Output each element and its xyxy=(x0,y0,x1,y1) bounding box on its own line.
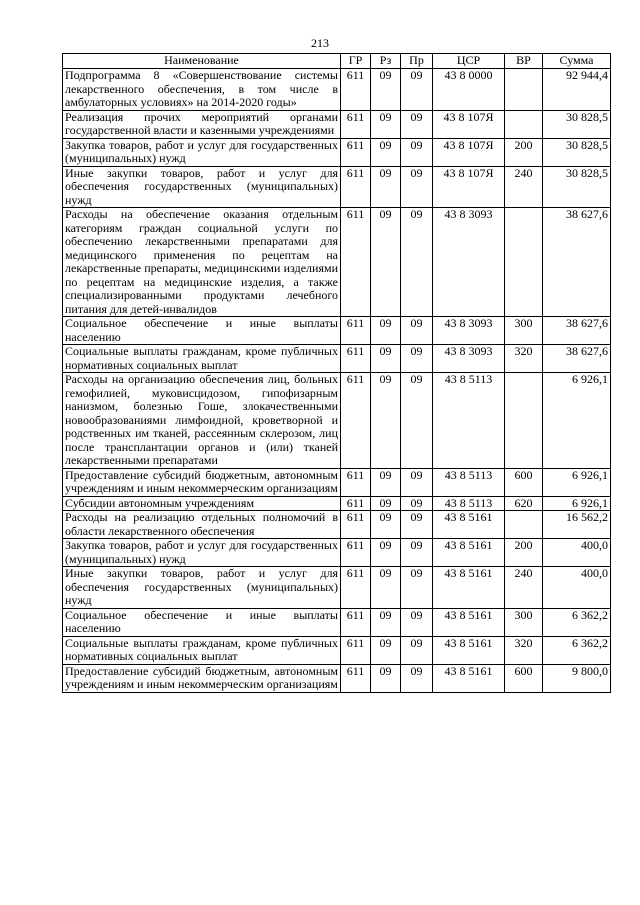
cell-csr: 43 8 107Я xyxy=(433,166,505,208)
cell-pr: 09 xyxy=(401,208,433,317)
cell-csr: 43 8 107Я xyxy=(433,138,505,166)
table-row xyxy=(63,511,611,539)
cell-rz: 09 xyxy=(371,608,401,636)
cell-name: Подпрограмма 8 «Совершенствование системы лекарственного обеспечения, в том числе в амбулаторных условиях» на 2014-2020 годы» xyxy=(63,69,341,111)
table-row xyxy=(63,373,611,469)
cell-vr xyxy=(505,69,543,111)
cell-name: Расходы на обеспечение оказания отдельным категориям граждан социальной услуги по обеспечению лекарственными препаратами для медицинского применения по рецептам на лекарственные препараты, медицинскими изделиями по рецептам на медицинские изделия, а также специализированными продуктами лечебного питания для детей-инвалидов xyxy=(63,208,341,317)
table-row xyxy=(63,496,611,511)
cell-vr: 300 xyxy=(505,608,543,636)
cell-name: Субсидии автономным учреждениям xyxy=(63,496,341,511)
cell-rz: 09 xyxy=(371,468,401,496)
header-gr: ГР xyxy=(341,54,371,69)
cell-sum: 30 828,5 xyxy=(543,166,611,208)
cell-pr: 09 xyxy=(401,608,433,636)
cell-sum: 6 926,1 xyxy=(543,496,611,511)
cell-gr: 611 xyxy=(341,138,371,166)
cell-vr: 200 xyxy=(505,539,543,567)
cell-rz: 09 xyxy=(371,539,401,567)
table-row xyxy=(63,317,611,345)
cell-vr: 240 xyxy=(505,166,543,208)
cell-pr: 09 xyxy=(401,511,433,539)
cell-name: Предоставление субсидий бюджетным, автономным учреждениям и иным некоммерческим организациям xyxy=(63,664,341,692)
cell-pr: 09 xyxy=(401,664,433,692)
table-row xyxy=(63,166,611,208)
cell-rz: 09 xyxy=(371,373,401,469)
table-row xyxy=(63,208,611,317)
cell-csr: 43 8 0000 xyxy=(433,69,505,111)
cell-vr: 320 xyxy=(505,636,543,664)
cell-rz: 09 xyxy=(371,138,401,166)
cell-name: Расходы на организацию обеспечения лиц, больных гемофилией, муковисцидозом, гипофизарным нанизмом, болезнью Гоше, злокачественными новообразованиями лимфоидной, кроветворной и родственных им тканей, рассеянным склерозом, лиц после трансплантации органов и (или) тканей лекарственными препаратами xyxy=(63,373,341,469)
cell-vr: 240 xyxy=(505,567,543,609)
cell-gr: 611 xyxy=(341,539,371,567)
cell-pr: 09 xyxy=(401,138,433,166)
cell-name: Социальное обеспечение и иные выплаты населению xyxy=(63,317,341,345)
cell-pr: 09 xyxy=(401,468,433,496)
cell-vr: 600 xyxy=(505,664,543,692)
cell-sum: 30 828,5 xyxy=(543,138,611,166)
cell-csr: 43 8 5161 xyxy=(433,567,505,609)
cell-sum: 30 828,5 xyxy=(543,110,611,138)
cell-rz: 09 xyxy=(371,496,401,511)
cell-sum: 400,0 xyxy=(543,567,611,609)
cell-csr: 43 8 5161 xyxy=(433,664,505,692)
cell-csr: 43 8 5161 xyxy=(433,636,505,664)
cell-gr: 611 xyxy=(341,496,371,511)
cell-gr: 611 xyxy=(341,208,371,317)
header-pr: Пр xyxy=(401,54,433,69)
cell-pr: 09 xyxy=(401,166,433,208)
cell-sum: 400,0 xyxy=(543,539,611,567)
cell-name: Иные закупки товаров, работ и услуг для обеспечения государственных (муниципальных) нужд xyxy=(63,567,341,609)
cell-name: Закупка товаров, работ и услуг для государственных (муниципальных) нужд xyxy=(63,138,341,166)
budget-table xyxy=(62,53,611,693)
cell-vr xyxy=(505,110,543,138)
cell-gr: 611 xyxy=(341,373,371,469)
cell-csr: 43 8 5113 xyxy=(433,373,505,469)
cell-sum: 6 362,2 xyxy=(543,636,611,664)
cell-sum: 38 627,6 xyxy=(543,208,611,317)
cell-csr: 43 8 5113 xyxy=(433,468,505,496)
page-number: 213 xyxy=(311,36,329,50)
cell-vr xyxy=(505,511,543,539)
cell-gr: 611 xyxy=(341,511,371,539)
cell-vr: 320 xyxy=(505,345,543,373)
header-vr: ВР xyxy=(505,54,543,69)
table-row xyxy=(63,138,611,166)
cell-rz: 09 xyxy=(371,567,401,609)
cell-csr: 43 8 107Я xyxy=(433,110,505,138)
cell-name: Расходы на реализацию отдельных полномочий в области лекарственного обеспечения xyxy=(63,511,341,539)
cell-rz: 09 xyxy=(371,664,401,692)
cell-gr: 611 xyxy=(341,664,371,692)
cell-name: Социальное обеспечение и иные выплаты населению xyxy=(63,608,341,636)
cell-pr: 09 xyxy=(401,373,433,469)
cell-gr: 611 xyxy=(341,636,371,664)
cell-vr: 620 xyxy=(505,496,543,511)
table-row xyxy=(63,567,611,609)
cell-csr: 43 8 5161 xyxy=(433,539,505,567)
header-name: Наименование xyxy=(63,54,341,69)
table-row xyxy=(63,608,611,636)
cell-sum: 6 926,1 xyxy=(543,373,611,469)
cell-rz: 09 xyxy=(371,166,401,208)
cell-vr xyxy=(505,208,543,317)
cell-pr: 09 xyxy=(401,567,433,609)
cell-csr: 43 8 5113 xyxy=(433,496,505,511)
cell-sum: 92 944,4 xyxy=(543,69,611,111)
cell-rz: 09 xyxy=(371,208,401,317)
table-row xyxy=(63,69,611,111)
table-row xyxy=(63,345,611,373)
header-sum: Сумма xyxy=(543,54,611,69)
cell-csr: 43 8 5161 xyxy=(433,608,505,636)
header-rz: Рз xyxy=(371,54,401,69)
table-row xyxy=(63,539,611,567)
cell-vr: 600 xyxy=(505,468,543,496)
cell-pr: 09 xyxy=(401,317,433,345)
cell-csr: 43 8 3093 xyxy=(433,208,505,317)
cell-name: Социальные выплаты гражданам, кроме публичных нормативных социальных выплат xyxy=(63,636,341,664)
cell-pr: 09 xyxy=(401,110,433,138)
cell-vr: 200 xyxy=(505,138,543,166)
cell-rz: 09 xyxy=(371,69,401,111)
cell-name: Предоставление субсидий бюджетным, автономным учреждениям и иным некоммерческим организациям xyxy=(63,468,341,496)
table-body xyxy=(63,69,611,693)
cell-pr: 09 xyxy=(401,69,433,111)
cell-gr: 611 xyxy=(341,608,371,636)
cell-pr: 09 xyxy=(401,496,433,511)
table-row xyxy=(63,664,611,692)
cell-rz: 09 xyxy=(371,511,401,539)
cell-gr: 611 xyxy=(341,345,371,373)
cell-csr: 43 8 3093 xyxy=(433,345,505,373)
cell-rz: 09 xyxy=(371,636,401,664)
cell-gr: 611 xyxy=(341,166,371,208)
cell-gr: 611 xyxy=(341,69,371,111)
cell-csr: 43 8 3093 xyxy=(433,317,505,345)
cell-gr: 611 xyxy=(341,567,371,609)
cell-gr: 611 xyxy=(341,468,371,496)
table-row xyxy=(63,110,611,138)
cell-pr: 09 xyxy=(401,345,433,373)
cell-sum: 6 362,2 xyxy=(543,608,611,636)
cell-name: Иные закупки товаров, работ и услуг для обеспечения государственных (муниципальных) нужд xyxy=(63,166,341,208)
cell-csr: 43 8 5161 xyxy=(433,511,505,539)
cell-vr: 300 xyxy=(505,317,543,345)
cell-rz: 09 xyxy=(371,317,401,345)
cell-rz: 09 xyxy=(371,110,401,138)
table-row xyxy=(63,636,611,664)
table-row xyxy=(63,468,611,496)
cell-pr: 09 xyxy=(401,636,433,664)
header-csr: ЦСР xyxy=(433,54,505,69)
cell-pr: 09 xyxy=(401,539,433,567)
cell-sum: 38 627,6 xyxy=(543,345,611,373)
cell-gr: 611 xyxy=(341,110,371,138)
table-header-row xyxy=(63,54,611,69)
cell-name: Реализация прочих мероприятий органами государственной власти и казенными учреждениями xyxy=(63,110,341,138)
cell-sum: 9 800,0 xyxy=(543,664,611,692)
cell-sum: 38 627,6 xyxy=(543,317,611,345)
cell-name: Закупка товаров, работ и услуг для государственных (муниципальных) нужд xyxy=(63,539,341,567)
cell-sum: 16 562,2 xyxy=(543,511,611,539)
cell-name: Социальные выплаты гражданам, кроме публичных нормативных социальных выплат xyxy=(63,345,341,373)
cell-gr: 611 xyxy=(341,317,371,345)
cell-sum: 6 926,1 xyxy=(543,468,611,496)
cell-rz: 09 xyxy=(371,345,401,373)
cell-vr xyxy=(505,373,543,469)
